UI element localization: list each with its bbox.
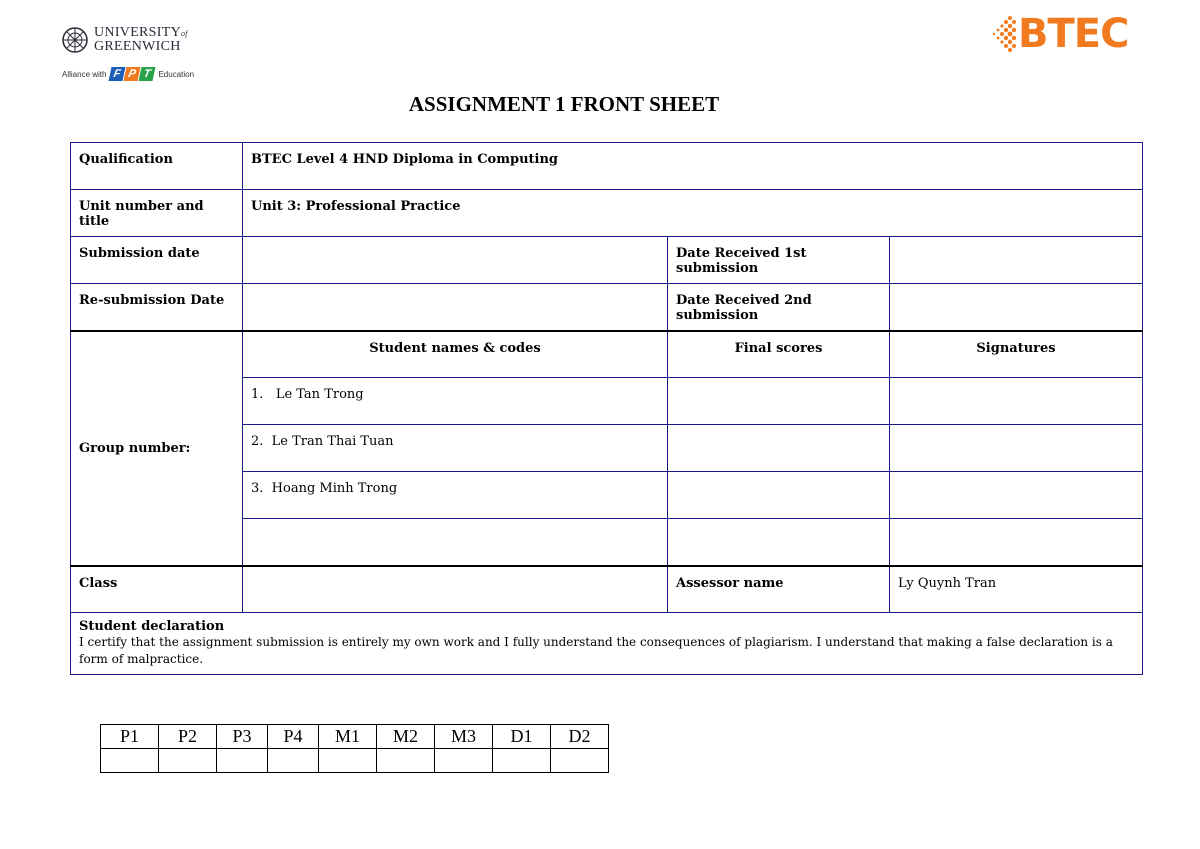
grade-cell[interactable]: [159, 749, 217, 773]
col-student-names: Student names & codes: [243, 331, 668, 378]
student-name[interactable]: 1. Le Tan Trong: [243, 378, 668, 425]
declaration-text: I certify that the assignment submission is entirely my own work and I fully understand the consequences of plagiarism. I understand that making a false declaration is a form of malpractice.: [79, 635, 1113, 666]
grade-cell[interactable]: [268, 749, 319, 773]
class-field[interactable]: [243, 566, 668, 613]
signature-cell[interactable]: [890, 472, 1143, 519]
grade-header: P3: [217, 725, 268, 749]
resubmission-date-label: Re-submission Date: [71, 284, 243, 331]
assessor-name: Ly Quynh Tran: [890, 566, 1143, 613]
student-name[interactable]: 3. Hoang Minh Trong: [243, 472, 668, 519]
col-signatures: Signatures: [890, 331, 1143, 378]
grades-value-row: [101, 749, 609, 773]
grade-cell[interactable]: [435, 749, 493, 773]
final-score-cell[interactable]: [668, 425, 890, 472]
assessor-label: Assessor name: [668, 566, 890, 613]
resubmission-row: [71, 284, 1143, 331]
declaration-row: [71, 613, 1143, 675]
grade-cell[interactable]: [551, 749, 609, 773]
fpt-logo: F P T: [110, 67, 154, 81]
final-score-cell[interactable]: [668, 519, 890, 566]
submission-row: [71, 237, 1143, 284]
signature-cell[interactable]: [890, 378, 1143, 425]
class-row: [71, 566, 1143, 613]
qualification-label: Qualification: [71, 143, 243, 190]
col-final-scores: Final scores: [668, 331, 890, 378]
btec-dots-icon: [990, 14, 1018, 54]
grade-header: D2: [551, 725, 609, 749]
grade-cell[interactable]: [377, 749, 435, 773]
grade-cell[interactable]: [101, 749, 159, 773]
submission-date-label: Submission date: [71, 237, 243, 284]
class-label: Class: [71, 566, 243, 613]
received-2nd-label: Date Received 2nd submission: [668, 284, 890, 331]
alliance-line: Alliance with F P T Education: [62, 68, 195, 80]
grade-header: M1: [319, 725, 377, 749]
btec-logo: [990, 11, 1129, 57]
unit-row: [71, 190, 1143, 237]
signature-cell[interactable]: [890, 519, 1143, 566]
unit-label: Unit number and title: [71, 190, 243, 237]
university-seal-icon: [62, 27, 88, 53]
grade-header: M3: [435, 725, 493, 749]
qualification-value: BTEC Level 4 HND Diploma in Computing: [243, 143, 1143, 190]
group-number-label: Group number:: [71, 331, 243, 566]
student-declaration: [71, 613, 1143, 675]
final-score-cell[interactable]: [668, 472, 890, 519]
declaration-title: Student declaration: [79, 619, 225, 634]
page-title: ASSIGNMENT 1 FRONT SHEET: [408, 92, 720, 116]
grade-header: P1: [101, 725, 159, 749]
student-name-empty[interactable]: [243, 519, 668, 566]
received-1st-field[interactable]: [890, 237, 1143, 284]
grade-cell[interactable]: [493, 749, 551, 773]
submission-date-field[interactable]: [243, 237, 668, 284]
received-2nd-field[interactable]: [890, 284, 1143, 331]
final-score-cell[interactable]: [668, 378, 890, 425]
grade-cell[interactable]: [217, 749, 268, 773]
grade-header: D1: [493, 725, 551, 749]
front-sheet-table: [70, 142, 1143, 675]
qualification-row: [71, 143, 1143, 190]
group-header-row: [71, 331, 1143, 378]
received-1st-label: Date Received 1st submission: [668, 237, 890, 284]
grades-header-row: [101, 725, 609, 749]
university-name: UNIVERSITYof GREENWICH: [94, 25, 188, 54]
grade-cell[interactable]: [319, 749, 377, 773]
unit-value: Unit 3: Professional Practice: [243, 190, 1143, 237]
resubmission-date-field[interactable]: [243, 284, 668, 331]
student-name[interactable]: 2. Le Tran Thai Tuan: [243, 425, 668, 472]
grade-header: P4: [268, 725, 319, 749]
grades-table: [100, 724, 609, 773]
grade-header: P2: [159, 725, 217, 749]
btec-wordmark: BTEC: [1018, 11, 1129, 57]
university-logo: [62, 26, 202, 96]
grade-header: M2: [377, 725, 435, 749]
signature-cell[interactable]: [890, 425, 1143, 472]
